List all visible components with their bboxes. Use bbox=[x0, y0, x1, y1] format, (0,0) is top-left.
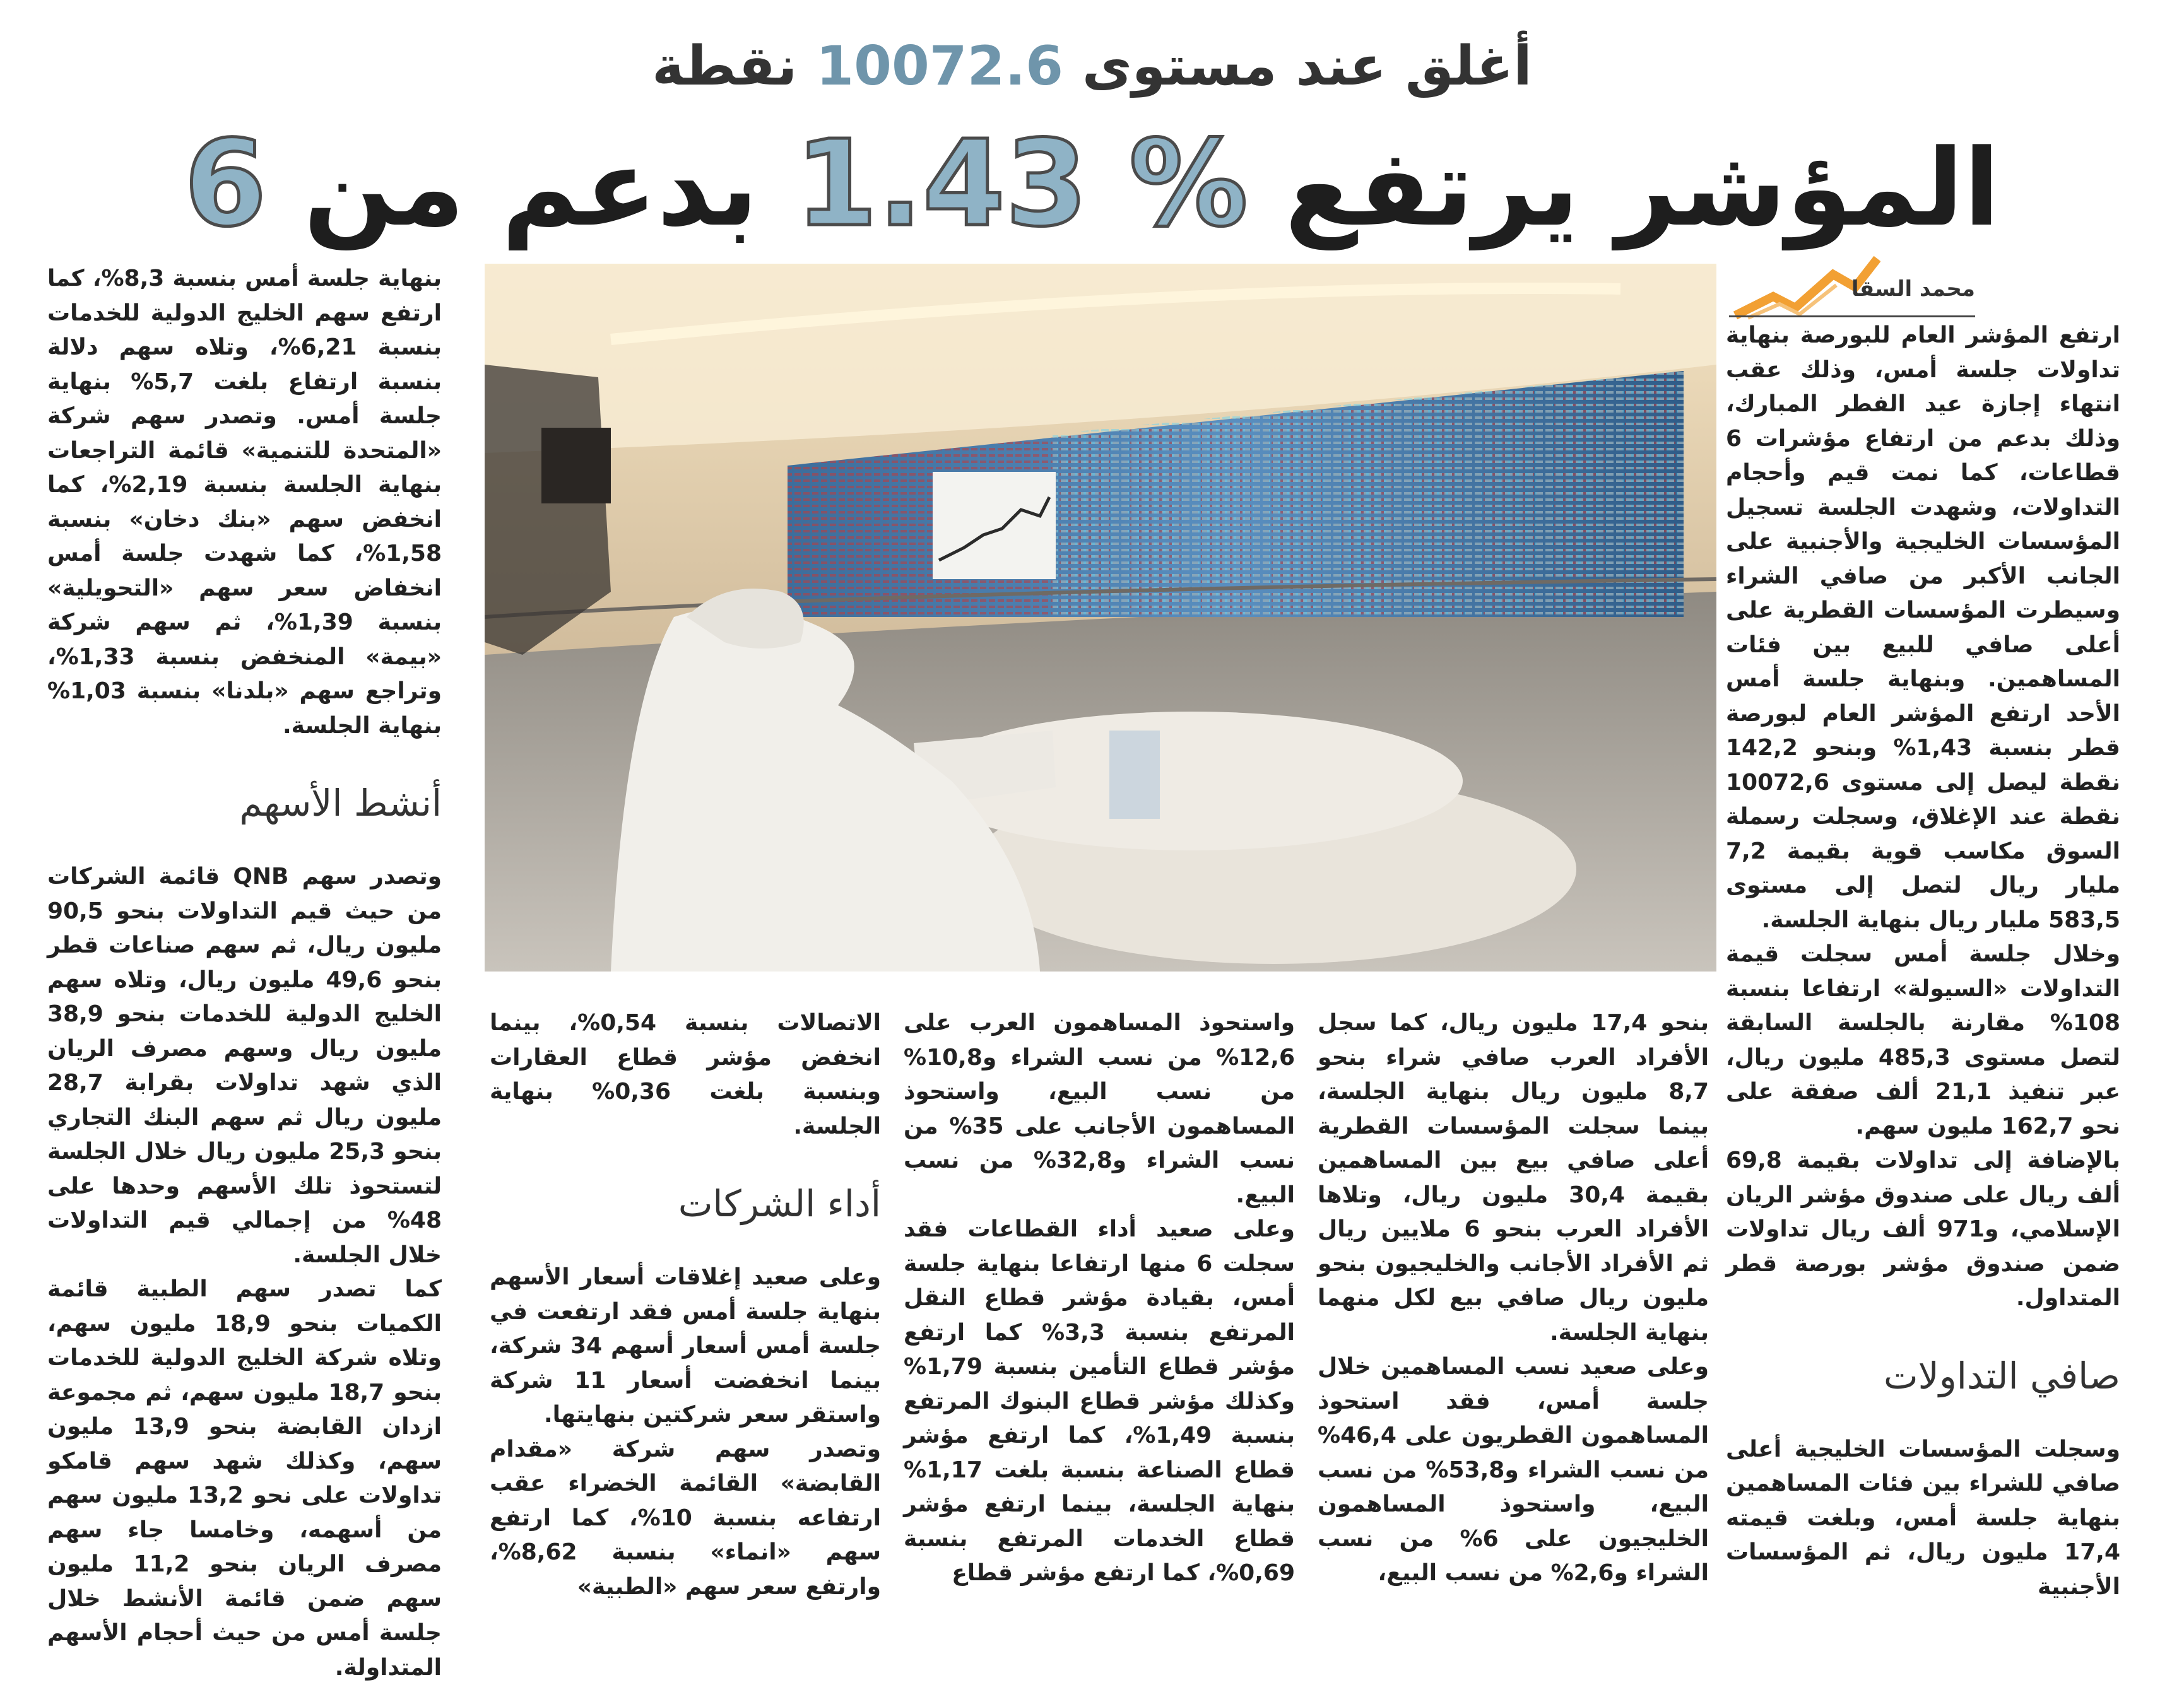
col2-paragraph-2: وعلى صعيد نسب المساهمين خلال جلسة أمس، فقد استحوذ المساهمون القطريون على 46,4% من نسب الشراء و53,8% من نسب البيع، واستحوذ المساهمون الخليجيون على 6% من نسب الشراء و2,6% من نسب البيع، bbox=[1318, 1354, 1709, 1586]
col4-paragraph-2: وعلى صعيد إغلاقات أسعار الأسهم بنهاية جلسة أمس فقد ارتفعت في جلسة أمس أسعار أسهم 34 شركة، بينما انخفضت أسعار 11 شركة واستقر سعر شركتين بنهايتها. bbox=[490, 1264, 881, 1428]
headline-part-a: المؤشر يرتفع bbox=[1248, 126, 2000, 250]
column-5 bbox=[47, 262, 442, 1685]
col2-paragraph-1: بنحو 17,4 مليون ريال، كما سجل الأفراد العرب صافي شراء بنحو 8,7 مليون ريال بنهاية الجلسة، بينما سجلت المؤسسات القطرية أعلى صافي بيع بين المساهمين بقيمة 30,4 مليون ريال، وتلاها الأفراد العرب بنحو 6 ملايين ريال ثم الأفراد الأجانب والخليجيون بنحو مليون ريال صافي بيع لكل منهما بنهاية الجلسة. bbox=[1318, 1010, 1709, 1346]
col3-paragraph-2: وعلى صعيد أداء القطاعات فقد سجلت 6 منها ارتفاعا بنهاية جلسة أمس، بقيادة مؤشر قطاع النقل المرتفع بنسبة 3,3% كما ارتفع مؤشر قطاع التأمين بنسبة 1,79% وكذلك مؤشر قطاع البنوك المرتفع بنسبة 1,49%، كما ارتفع مؤشر قطاع الصناعة بنسبة بلغت 1,17% بنهاية الجلسة، بينما ارتفع مؤشر قطاع الخدمات المرتفع بنسبة 0,69%، كما ارتفع مؤشر قطاع bbox=[904, 1216, 1295, 1586]
kicker-post: نقطة bbox=[652, 35, 817, 98]
kicker bbox=[0, 32, 2184, 101]
byline-author: محمد السقا bbox=[1851, 276, 1975, 302]
column-1 bbox=[1726, 319, 2120, 1604]
col4-paragraph-1: الاتصالات بنسبة 0,54%، بينما انخفض مؤشر قطاع العقارات وبنسبة بلغت 0,36% بنهاية الجلسة. bbox=[490, 1010, 882, 1139]
col5-paragraph-1: بنهاية جلسة أمس بنسبة 8,3%، كما ارتفع سهم الخليج الدولية للخدمات بنسبة 6,21%، وتلاه سهم دلالة بنسبة ارتفاع بلغت 5,7% بنهاية جلسة أمس. وتصدر سهم شركة «المتحدة للتنمية» قائمة التراجعات بنهاية الجلسة بنسبة 2,19%، كما انخفض سهم «بنك دخان» بنسبة 1,58%، كما شهدت جلسة أمس انخفاض سعر سهم «التحويلية» بنسبة 1,39%، ثم سهم شركة «بيمة» المنخفض بنسبة 1,33%، وتراجع سهم «بلدنا» بنسبة 1,03% بنهاية الجلسة. bbox=[47, 266, 442, 739]
col1-paragraph-3: بالإضافة إلى تداولات بقيمة 69,8 ألف ريال على صندوق مؤشر الريان الإسلامي، و971 ألف ريال تداولات ضمن صندوق مؤشر بورصة قطر المتداول. bbox=[1726, 1148, 2120, 1311]
column-2 bbox=[1318, 1006, 1709, 1591]
column-4 bbox=[490, 1006, 881, 1604]
col1-paragraph-4: وسجلت المؤسسات الخليجية أعلى صافي للشراء بين فئات المساهمين بنهاية جلسة أمس، وبلغت قيمته 17,4 مليون ريال، ثم المؤسسات الأجنبية bbox=[1726, 1436, 2120, 1600]
col4-subheading: أداء الشركات bbox=[678, 1182, 881, 1225]
headline-six: 6 bbox=[184, 115, 267, 253]
trading-floor-image bbox=[485, 264, 1716, 972]
col4-paragraph-3: وتصدر سهم شركة «مقدام القابضة» القائمة الخضراء عقب ارتفاعه بنسبة 10%، كما ارتفع سهم «انماء» بنسبة 8,62%، وارتفع سعر سهم «الطبية» bbox=[490, 1436, 881, 1600]
col1-subheading: صافي التداولات bbox=[1884, 1354, 2120, 1397]
market-photo bbox=[485, 264, 1716, 972]
kicker-pre: أغلق عند مستوى bbox=[1063, 35, 1532, 98]
col1-paragraph-1: ارتفع المؤشر العام للبورصة بنهاية تداولات جلسة أمس، وذلك عقب انتهاء إجازة عيد الفطر المبارك، وذلك بدعم من ارتفاع مؤشرات 6 قطاعات، كما نمت قيم وأحجام التداولات، وشهدت الجلسة تسجيل المؤسسات الخليجية والأجنبية على الجانب الأكبر من صافي الشراء وسيطرت المؤسسات القطرية على أعلى صافي للبيع بين فئات المساهمين. وبنهاية جلسة أمس الأحد ارتفع المؤشر العام لبورصة قطر بنسبة 1,43% وبنحو 142,2 نقطة ليصل إلى مستوى 10072,6 نقطة عند الإغلاق، وسجلت رسملة السوق مكاسب قوية بقيمة 7,2 مليار ريال لتصل إلى مستوى 583,5 مليار ريال بنهاية الجلسة. bbox=[1726, 322, 2120, 933]
byline bbox=[1729, 252, 2127, 322]
column-3 bbox=[904, 1006, 1295, 1591]
kicker-number: 10072.6 bbox=[816, 35, 1063, 98]
col1-paragraph-2: وخلال جلسة أمس سجلت قيمة التداولات «السيولة» ارتفاعا بنسبة 108% مقارنة بالجلسة السابقة لتصل مستوى 485,3 مليون ريال، عبر تنفيذ 21,1 ألف صفقة على نحو 162,7 مليون سهم. bbox=[1726, 941, 2120, 1139]
headline-part-b: بدعم من bbox=[266, 126, 795, 250]
col5-paragraph-3: كما تصدر سهم الطبية قائمة الكميات بنحو 18,9 مليون سهم، وتلاه شركة الخليج الدولية للخدمات بنحو 18,7 مليون سهم، ثم مجموعة ازدان القابضة بنحو 13,9 مليون سهم، وكذلك شهد سهم قامكو تداولات على نحو 13,2 مليون سهم من أسهمه، وخامسا جاء سهم مصرف الريان بنحو 11,2 مليون سهم ضمن قائمة الأنشط خلال جلسة أمس من حيث أحجام الأسهم المتداولة. bbox=[47, 1276, 442, 1681]
byline-rule bbox=[1729, 315, 1975, 317]
col3-paragraph-1: واستحوذ المساهمون العرب على 12,6% من نسب الشراء و10,8% من نسب البيع، واستحوذ المساهمون الأجانب على 35% من نسب الشراء و32,8% من نسب البيع. bbox=[904, 1010, 1295, 1208]
headline-percent: 1.43 % bbox=[794, 115, 1248, 253]
col5-subheading: أنشط الأسهم bbox=[239, 782, 442, 825]
col5-paragraph-2: وتصدر سهم QNB قائمة الشركات من حيث قيم التداولات بنحو 90,5 مليون ريال، ثم سهم صناعات قطر بنحو 49,6 مليون ريال، وتلاه سهم الخليج الدولية للخدمات بنحو 38,9 مليون ريال وسهم مصرف الريان الذي شهد تداولات بقرابة 28,7 مليون ريال ثم سهم البنك التجاري بنحو 25,3 مليون ريال خلال الجلسة لتستحوذ تلك الأسهم وحدها على 48% من إجمالي قيم التداولات خلال الجلسة. bbox=[47, 864, 442, 1268]
